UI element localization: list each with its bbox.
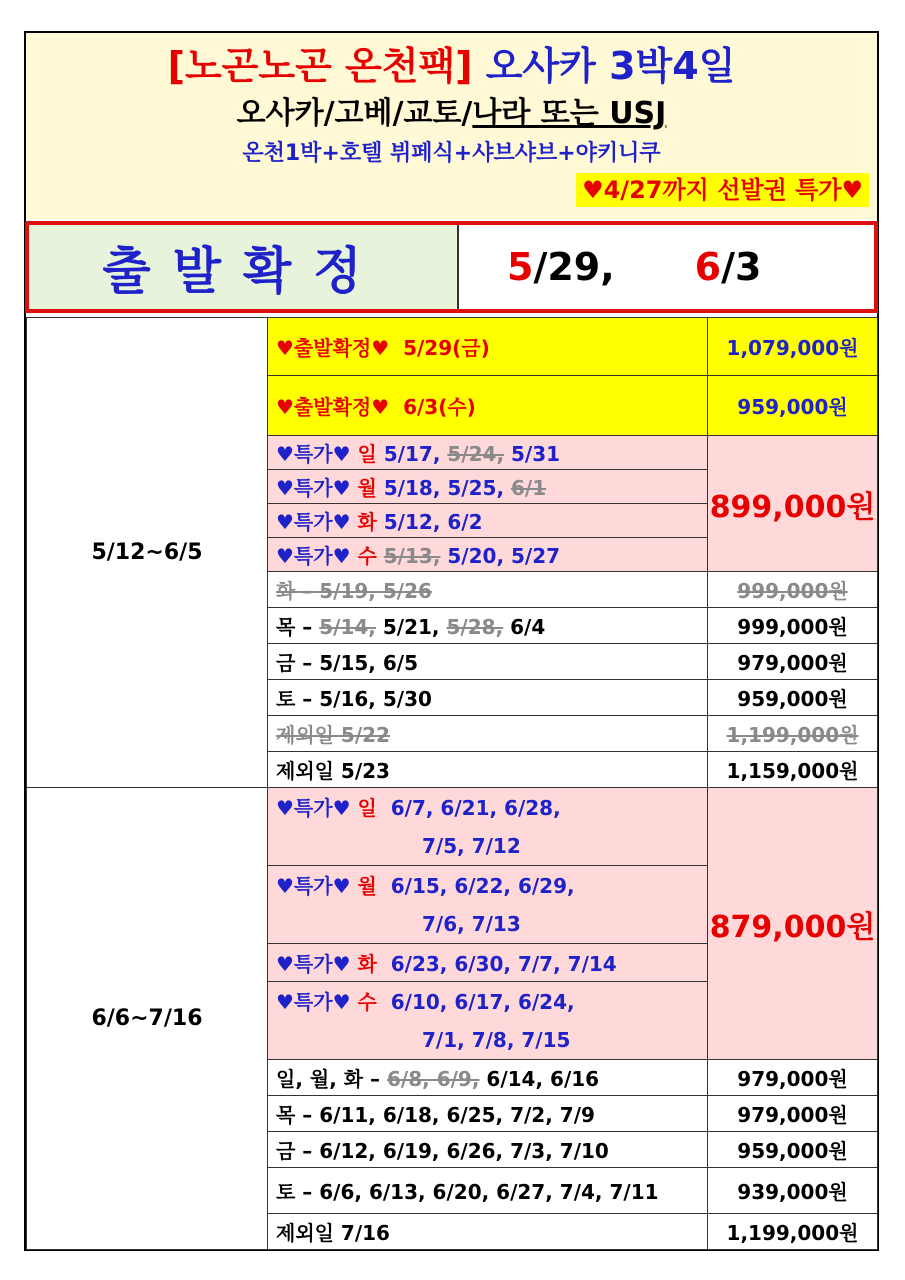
confirmed-row-label: ♥출발확정♥ 6/3(수) xyxy=(268,376,708,436)
regular-price: 979,000원 xyxy=(708,1096,878,1132)
regular-row: 화 – 5/19, 5/26 xyxy=(268,572,708,608)
period2-range: 6/6~7/16 xyxy=(27,788,268,1250)
period1-range: 5/12~6/5 xyxy=(27,318,268,788)
special-row: ♥특가♥ 일 5/17, 5/24, 5/31 xyxy=(268,436,708,470)
regular-row: 토 – 6/6, 6/13, 6/20, 6/27, 7/4, 7/11 xyxy=(268,1168,708,1214)
regular-row: 금 – 6/12, 6/19, 6/26, 7/3, 7/10 xyxy=(268,1132,708,1168)
regular-price: 979,000원 xyxy=(708,644,878,680)
date1-month: 5 xyxy=(507,245,534,289)
date1-day: /29, xyxy=(533,245,615,289)
header xyxy=(26,33,877,219)
regular-price: 939,000원 xyxy=(708,1168,878,1214)
regular-row: 목 – 5/14, 5/21, 5/28, 6/4 xyxy=(268,608,708,644)
regular-row: 제외일 5/23 xyxy=(268,752,708,788)
regular-price: 1,199,000원 xyxy=(708,716,878,752)
regular-price: 979,000원 xyxy=(708,1060,878,1096)
special-row: ♥특가♥ 수 6/10, 6/17, 6/24, 7/1, 7/8, 7/15 xyxy=(268,982,708,1060)
regular-price: 959,000원 xyxy=(708,680,878,716)
regular-price: 999,000원 xyxy=(708,572,878,608)
date2-month: 6 xyxy=(694,245,722,289)
confirmed-label: 출발확정 xyxy=(29,225,459,309)
special-price: 879,000원 xyxy=(708,788,878,1060)
title xyxy=(26,43,877,89)
confirmed-row-label: ♥출발확정♥ 5/29(금) xyxy=(268,318,708,376)
special-row: ♥특가♥ 화 5/12, 6/2 xyxy=(268,504,708,538)
regular-row: 일, 월, 화 – 6/8, 6/9, 6/14, 6/16 xyxy=(268,1060,708,1096)
special-row: ♥특가♥ 일 6/7, 6/21, 6/28, 7/5, 7/12 xyxy=(268,788,708,866)
subtitle xyxy=(26,95,877,133)
special-row: ♥특가♥ 월 6/15, 6/22, 6/29, 7/6, 7/13 xyxy=(268,866,708,944)
regular-row: 제외일 7/16 xyxy=(268,1214,708,1250)
special-price: 899,000원 xyxy=(708,436,878,572)
regular-row: 토 – 5/16, 5/30 xyxy=(268,680,708,716)
special-row: ♥특가♥ 수 5/13, 5/20, 5/27 xyxy=(268,538,708,572)
special-row: ♥특가♥ 월 5/18, 5/25, 6/1 xyxy=(268,470,708,504)
price-table xyxy=(26,317,878,1250)
price-sheet xyxy=(24,31,879,1251)
regular-price: 959,000원 xyxy=(708,1132,878,1168)
confirmed-dates xyxy=(459,225,874,309)
regular-row: 목 – 6/11, 6/18, 6/25, 7/2, 7/9 xyxy=(268,1096,708,1132)
regular-price: 1,199,000원 xyxy=(708,1214,878,1250)
confirmed-row-price: 959,000원 xyxy=(708,376,878,436)
special-row: ♥특가♥ 화 6/23, 6/30, 7/7, 7/14 xyxy=(268,944,708,982)
confirmed-row-price: 1,079,000원 xyxy=(708,318,878,376)
title-package: [노곤노곤 온천팩] xyxy=(167,44,473,88)
regular-price: 1,159,000원 xyxy=(708,752,878,788)
date2-day: /3 xyxy=(721,245,762,289)
title-destination: 오사카 3박4일 xyxy=(485,44,736,88)
inclusions: 온천1박+호텔 뷔페식+샤브샤브+야키니쿠 xyxy=(242,141,661,166)
confirmed-departures xyxy=(25,221,878,313)
subtitle-cities: 오사카/고베/교토/ xyxy=(236,96,473,131)
subtitle-option: 나라 또는 USJ xyxy=(472,96,667,131)
regular-row: 금 – 5/15, 6/5 xyxy=(268,644,708,680)
regular-row: 제외일 5/22 xyxy=(268,716,708,752)
table-row xyxy=(27,318,878,376)
promo-badge: ♥4/27까지 선발권 특가♥ xyxy=(576,173,869,207)
table-row xyxy=(27,788,878,866)
regular-price: 999,000원 xyxy=(708,608,878,644)
